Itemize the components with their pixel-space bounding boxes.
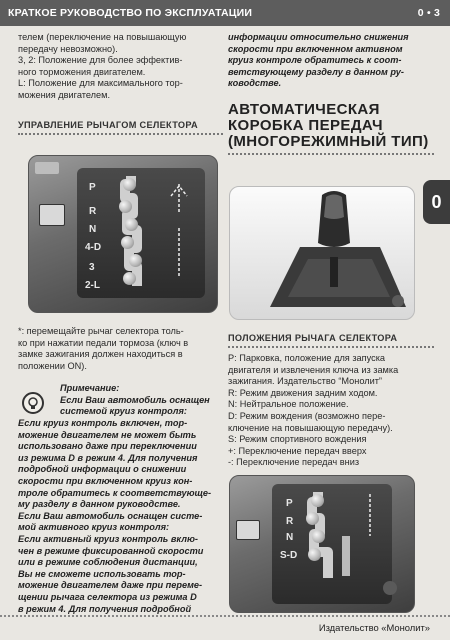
note-line: Вы не сможете использовать тор- — [18, 568, 186, 579]
footnote — [18, 326, 223, 372]
footer-divider — [0, 615, 450, 617]
note-line: Если активный круиз контроль вклю- — [18, 533, 198, 544]
section-title-positions: ПОЛОЖЕНИЯ РЫЧАГА СЕЛЕКТОРА — [228, 333, 434, 348]
lever-bead — [125, 218, 138, 231]
note-line: троле обратитесь к соответствующе- — [18, 487, 212, 498]
note-line: подробной информации о снижении — [18, 464, 187, 475]
note-line: щении рычага селектора из режима D — [18, 591, 197, 602]
lever-bead — [129, 254, 142, 267]
selector-panel-multimode — [229, 475, 415, 613]
note-line: му разделу в данном руководстве. — [18, 499, 181, 510]
right-top-line: скорости при включенном активном — [228, 43, 403, 54]
positions-section — [228, 333, 434, 469]
intro-line: ного торможения двигателем. — [18, 66, 146, 77]
note-line: мой активного круиз контроля: — [18, 522, 170, 533]
gear-label-3: 3 — [89, 262, 95, 273]
position-line: D: Режим вождения (возможно пере- — [228, 410, 386, 421]
section-title-automatic — [228, 102, 434, 155]
note-lightbulb-icon — [22, 392, 44, 414]
right-column — [228, 32, 434, 155]
chapter-tab: 0 — [423, 180, 450, 224]
intro-line: передачу невозможно). — [18, 43, 118, 54]
gear-label-p: P — [286, 498, 293, 509]
selector-panel-illustration — [28, 155, 218, 313]
section-title-selector: УПРАВЛЕНИЕ РЫЧАГОМ СЕЛЕКТОРА — [18, 120, 223, 135]
footnote-line: замке зажигания должен находиться в — [18, 349, 183, 360]
position-line: зажигания. Издательство “Монолит” — [228, 376, 382, 387]
shifter-knob-icon — [230, 187, 415, 320]
position-line: P: Парковка, положение для запуска — [228, 353, 386, 363]
footer-publisher: Издательство «Монолит» — [318, 622, 430, 633]
note-line: или в режиме соблюдения дистанции, — [18, 557, 198, 568]
note-line: Если круиз контроль включен, тор- — [18, 418, 188, 428]
note-line: системой круиз контроля: — [60, 406, 187, 417]
big-title-line: КОРОБКА ПЕРЕДАЧ — [228, 116, 383, 134]
note-line: скорости при включенном круиз кон- — [18, 475, 193, 486]
gear-label-r: R — [286, 516, 294, 527]
position-line: -: Переключение передач вниз — [228, 457, 360, 468]
gear-label-r: R — [89, 206, 97, 217]
gear-label-sd: S-D — [280, 550, 298, 561]
intro-line: L: Положение для максимального тор- — [18, 78, 183, 89]
footnote-line: ко при нажатии педали тормоза (ключ в — [18, 337, 189, 348]
shifter-photo — [229, 186, 415, 320]
lever-bead — [123, 178, 136, 191]
position-line: N: Нейтральное положение. — [228, 399, 349, 410]
gear-label-n: N — [286, 532, 294, 543]
note-line: из режима D в режим 4. Для получения — [18, 452, 198, 463]
note-line: можение двигателем не может быть — [18, 429, 197, 440]
lever-bead — [308, 548, 321, 561]
lever-bead — [121, 236, 134, 249]
lever-bead — [311, 494, 324, 507]
page-header — [0, 0, 450, 26]
page-number: 0 • 3 — [417, 7, 440, 19]
position-line: R: Режим движения задним ходом. — [228, 387, 378, 398]
right-top-line: круиз контроле обратитесь к соот- — [228, 55, 402, 66]
position-line: двигателя и извлечения ключа из замка — [228, 364, 399, 375]
gear-label-p: P — [89, 182, 96, 193]
lever-bead — [119, 200, 132, 213]
position-line: S: Режим спортивного вождения — [228, 434, 367, 445]
note-line: Если Ваш автомобиль оснащен — [60, 394, 210, 405]
note-line: можение двигателем даже при переме- — [18, 580, 203, 591]
note-line: чен в режиме фиксированной скорости — [18, 545, 204, 556]
note-line: Если Ваш автомобиль оснащен систе- — [18, 510, 203, 521]
big-title-line: (МНОГОРЕЖИМНЫЙ ТИП) — [228, 132, 429, 150]
footnote-line: *: перемещайте рычаг селектора толь- — [18, 326, 184, 336]
note-title: Примечание: — [60, 383, 120, 393]
big-title-line: АВТОМАТИЧЕСКАЯ — [228, 100, 380, 118]
position-line: +: Переключение передач вверх — [228, 445, 367, 456]
position-line: ключение на повышающую передачу). — [228, 422, 393, 433]
note-line: в режим 4. Для получения подробной — [18, 603, 192, 614]
right-top-line: ветствующему разделу в данном ру- — [228, 66, 404, 77]
intro-line: можения двигателем. — [18, 89, 110, 100]
right-top-line: ководстве. — [228, 78, 282, 89]
lever-bead — [306, 512, 319, 525]
note-block — [48, 383, 224, 418]
lever-bead — [123, 272, 136, 285]
footnote-line: положении ON). — [18, 360, 87, 371]
note-line: использовано даже при переключении — [18, 441, 197, 452]
right-top-line: информации относительно снижения — [228, 32, 409, 42]
gear-label-n: N — [89, 224, 97, 235]
intro-line: телем (переключение на повышающую — [18, 32, 187, 42]
intro-line: 3, 2: Положение для более эффектив- — [18, 55, 183, 66]
intro-text — [18, 32, 223, 102]
left-column — [18, 32, 223, 140]
note-body — [18, 418, 226, 615]
lever-bead — [312, 530, 325, 543]
gear-label-2l: 2-L — [85, 280, 100, 291]
header-title: КРАТКОЕ РУКОВОДСТВО ПО ЭКСПЛУАТАЦИИ — [8, 7, 253, 19]
gear-label-4d: 4-D — [85, 242, 102, 253]
